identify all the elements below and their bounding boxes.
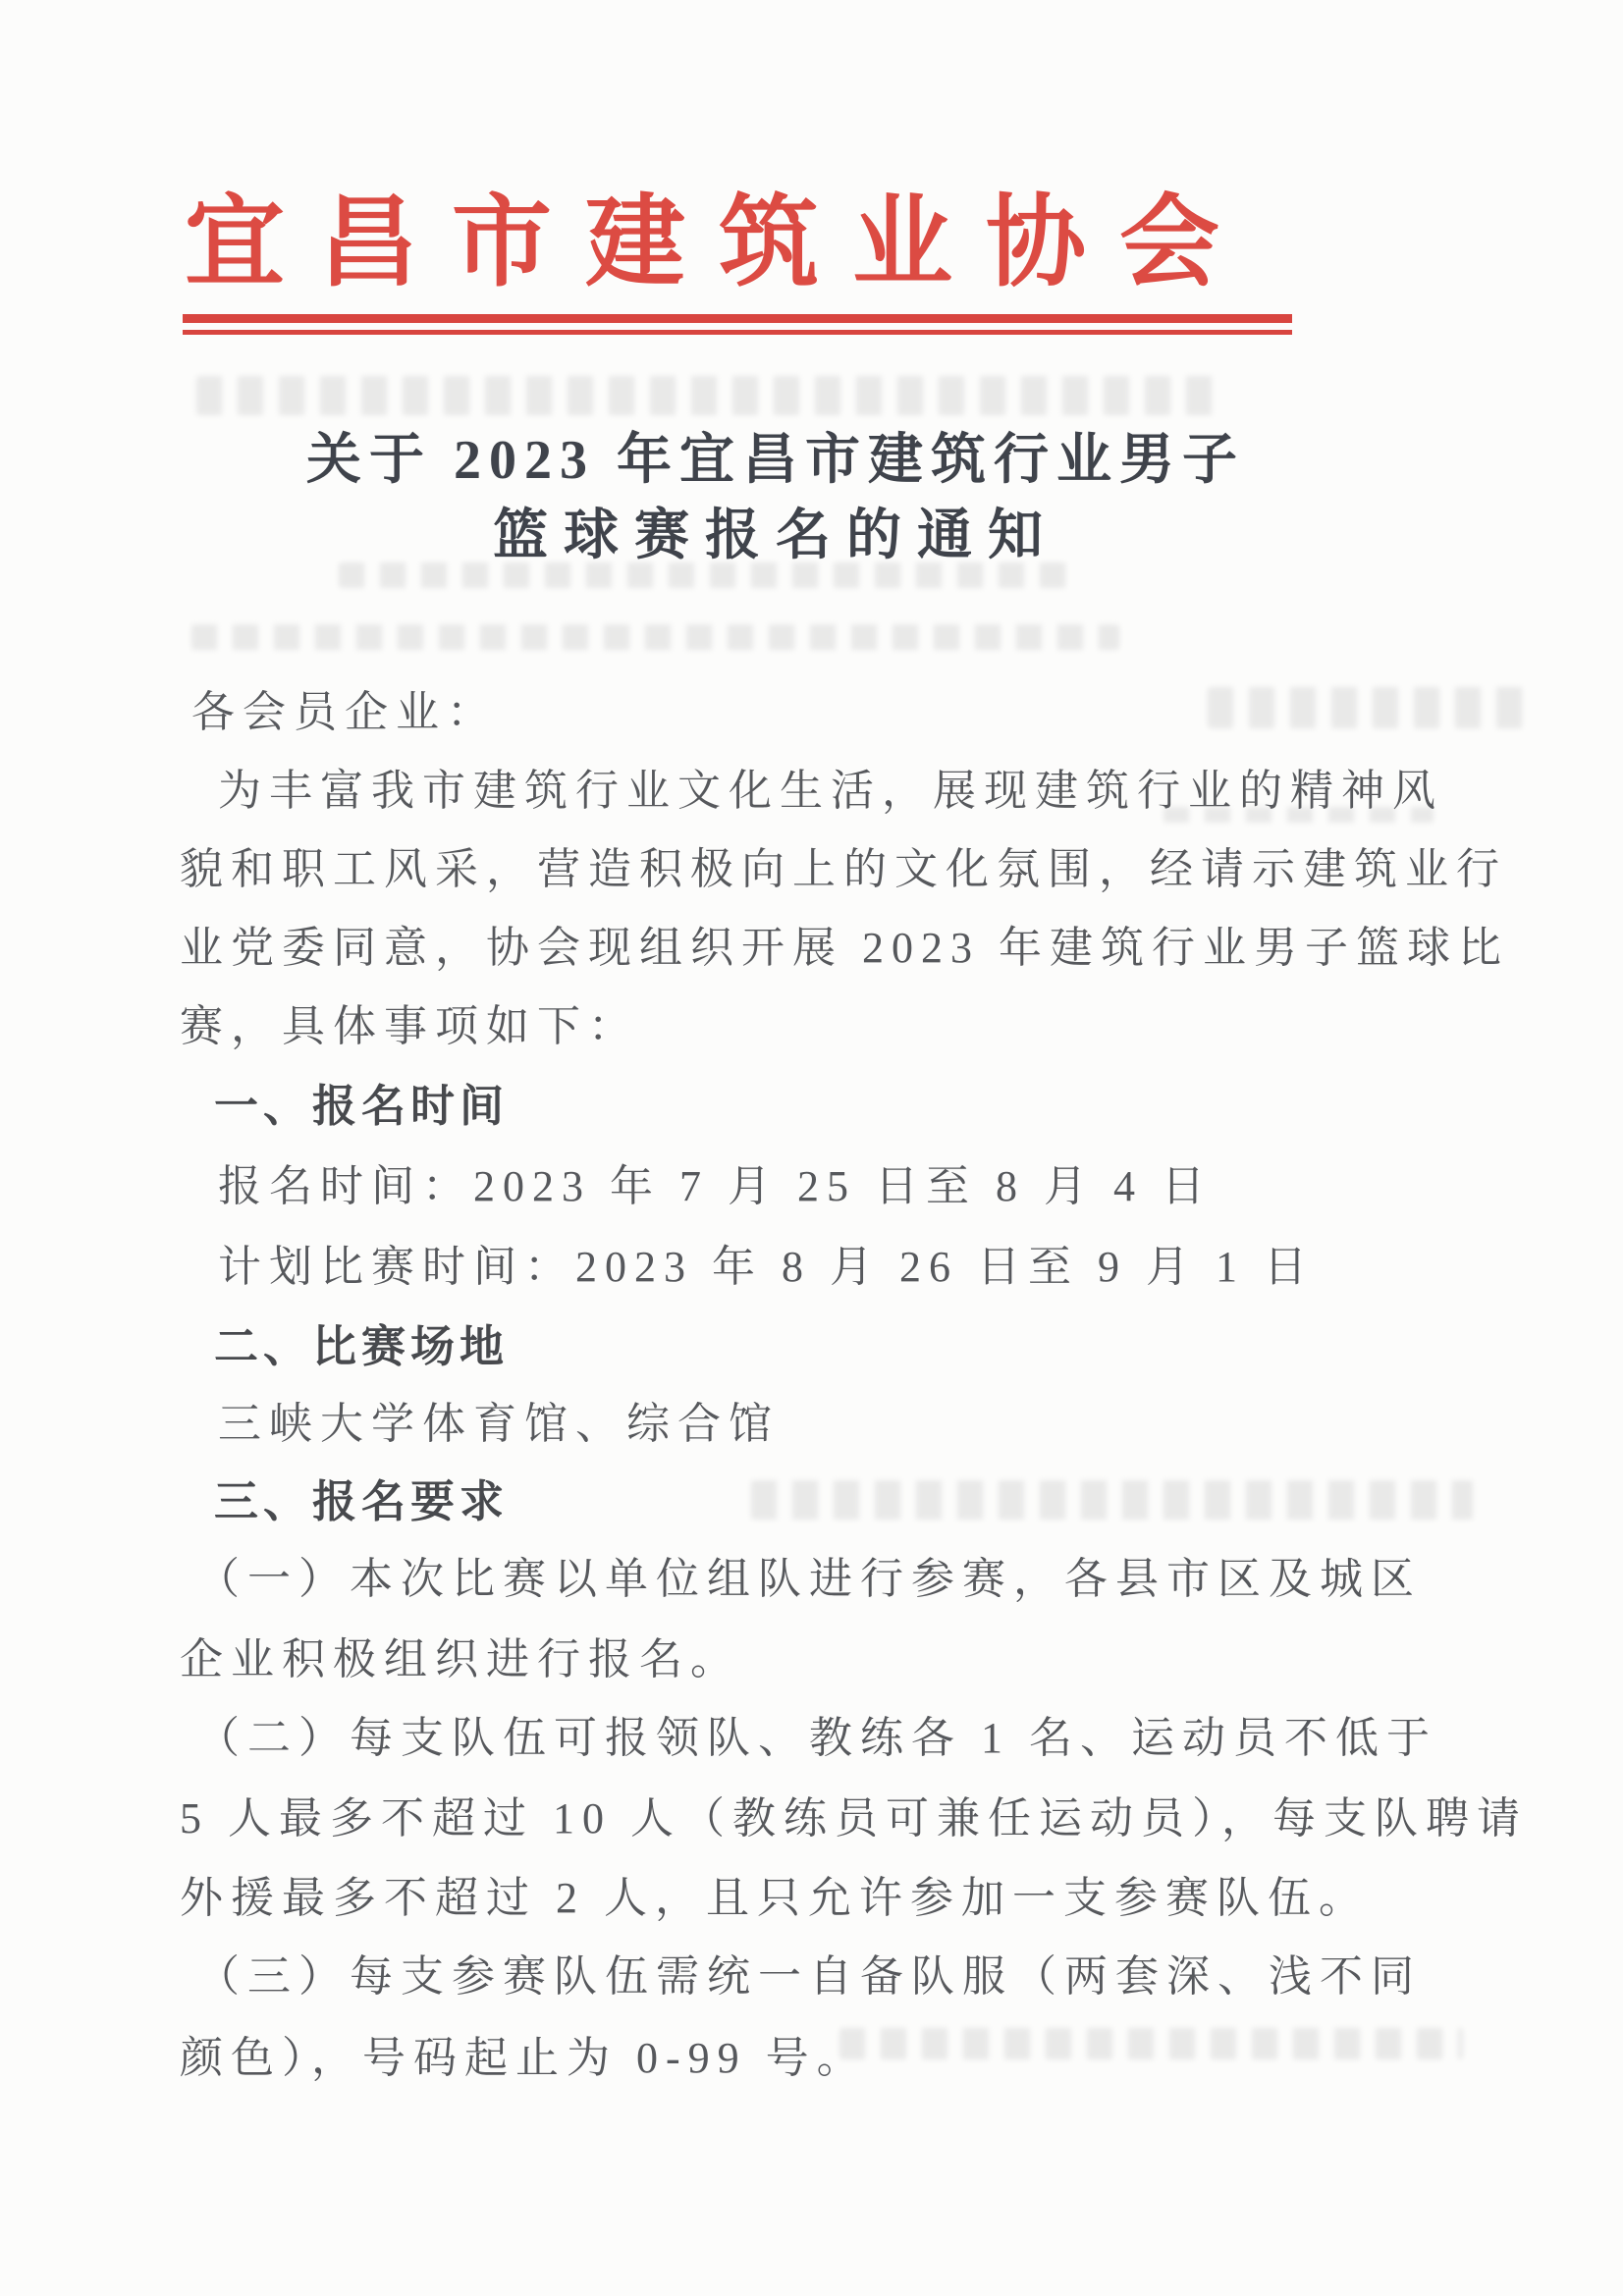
document-line: （二）每支队伍可报领队、教练各 1 名、运动员不低于 <box>196 1714 1437 1762</box>
document-line: 计划比赛时间：2023 年 8 月 26 日至 9 月 1 日 <box>218 1243 1315 1291</box>
document-line: 颜色），号码起止为 0-99 号。 <box>180 2034 868 2082</box>
document-line: （一）本次比赛以单位组队进行参赛，各县市区及城区 <box>196 1555 1422 1603</box>
salutation-line: 各会员企业： <box>191 688 498 736</box>
letterhead-rule-thick <box>183 314 1292 323</box>
bleed-through-artifact <box>191 624 1119 650</box>
letterhead-rule-thin <box>183 330 1292 335</box>
section-heading-1: 一、报名时间 <box>214 1080 510 1132</box>
notice-title-line1: 关于 2023 年宜昌市建筑行业男子 <box>306 430 1245 491</box>
notice-title-line2: 篮球赛报名的通知 <box>493 506 1058 566</box>
document-line: 赛，具体事项如下： <box>180 1002 639 1050</box>
document-line: 业党委同意，协会现组织开展 2023 年建筑行业男子篮球比 <box>180 924 1509 972</box>
document-line: 外援最多不超过 2 人，且只允许参加一支参赛队伍。 <box>180 1874 1370 1922</box>
document-line: 报名时间：2023 年 7 月 25 日至 8 月 4 日 <box>218 1162 1213 1210</box>
document-line: 貌和职工风采，营造积极向上的文化氛围，经请示建筑业行 <box>180 845 1507 893</box>
section-heading-3: 三、报名要求 <box>214 1475 510 1527</box>
section-heading-2: 二、比赛场地 <box>214 1320 510 1372</box>
letterhead-title: 宜昌市建筑业协会 <box>185 188 1253 299</box>
document-line: 三峡大学体育馆、综合馆 <box>218 1400 780 1448</box>
bleed-through-artifact <box>1208 687 1537 728</box>
bleed-through-artifact <box>839 2028 1463 2059</box>
document-line: 企业积极组织进行报名。 <box>180 1635 741 1683</box>
bleed-through-artifact <box>751 1480 1473 1520</box>
bleed-through-artifact <box>196 376 1217 415</box>
document-line: 为丰富我市建筑行业文化生活，展现建筑行业的精神风 <box>218 767 1443 815</box>
document-line: 5 人最多不超过 10 人（教练员可兼任运动员），每支队聘请 <box>180 1794 1528 1842</box>
document-line: （三）每支参赛队伍需统一自备队服（两套深、浅不同 <box>196 1952 1422 2001</box>
